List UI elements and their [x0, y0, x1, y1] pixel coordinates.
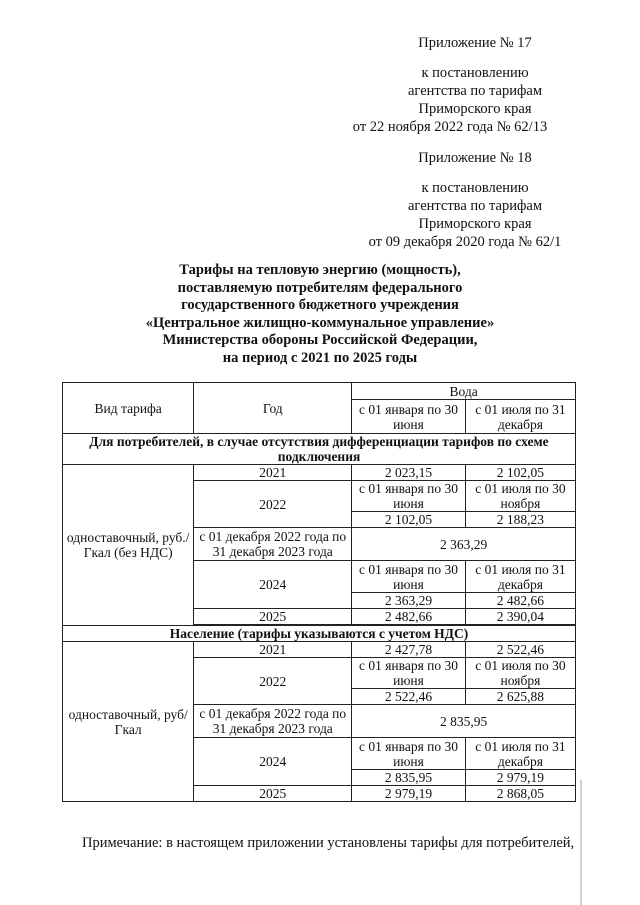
footnote: Примечание: в настоящем приложении установлены тарифы для потребителей, [82, 835, 575, 851]
header-water: Вода [352, 383, 576, 400]
table-row [63, 465, 576, 481]
period-cell: с 01 июля по 31 декабря [465, 561, 575, 593]
appendix-date-line: от 22 ноября 2022 года № 62/13 [352, 119, 548, 135]
title-line: «Центральное жилищно-коммунальное управление» [145, 314, 495, 331]
title-line: Тарифы на тепловую энергию (мощность), [179, 262, 461, 278]
value-cell: 2 522,46 [352, 689, 466, 705]
tariff-table [62, 382, 576, 802]
header-tariff-type: Вид тарифа [63, 383, 194, 434]
period-cell: с 01 июля по 31 декабря [465, 738, 575, 770]
value-cell: 2 188,23 [465, 512, 575, 528]
value-cell: 2 102,05 [352, 512, 466, 528]
value-cell: 2 625,88 [465, 689, 575, 705]
period-cell: с 01 января по 30 июня [352, 561, 466, 593]
year-cell: 2024 [194, 561, 352, 609]
appendix-line: агентства по тарифам [408, 83, 542, 99]
period-cell: с 01 января по 30 июня [352, 738, 466, 770]
appendix-date-line: от 09 декабря 2020 года № 62/1 [368, 234, 562, 250]
section-title-row [63, 626, 576, 642]
appendix-18-header [368, 149, 570, 251]
period-cell: с 01 декабря 2022 года по 31 декабря 2023 года [194, 528, 352, 561]
value-cell: 2 835,95 [352, 770, 466, 786]
year-cell: 2022 [194, 481, 352, 528]
appendix-line: Приморского края [418, 101, 532, 117]
value-cell: 2 979,19 [465, 770, 575, 786]
table-header-row [63, 383, 576, 400]
period-cell: с 01 июля по 30 ноября [465, 658, 575, 689]
year-cell: 2024 [194, 738, 352, 786]
appendix-line: к постановлению [421, 180, 529, 196]
tariff-type-cell: одноставочный, руб/Гкал [63, 642, 194, 802]
table-row [63, 642, 576, 658]
value-cell: 2 482,66 [465, 593, 575, 609]
appendix-line: к постановлению [421, 65, 529, 81]
year-cell: 2025 [194, 609, 352, 625]
value-cell: 2 868,05 [465, 786, 575, 802]
value-cell: 2 427,78 [352, 642, 466, 658]
title-line: поставляемую потребителям федерального [177, 279, 463, 296]
tariff-type-cell: одноставочный, руб./Гкал (без НДС) [63, 465, 194, 626]
value-cell: 2 363,29 [352, 528, 576, 561]
period-cell: с 01 июля по 30 ноября [465, 481, 575, 512]
section-title: Население (тарифы указываются с учетом НДС) [63, 626, 576, 642]
value-cell: 2 363,29 [352, 593, 466, 609]
year-cell: 2025 [194, 786, 352, 802]
appendix-17-header [352, 34, 570, 136]
title-line: Министерства обороны Российской Федерации, [162, 332, 478, 348]
section-title: Для потребителей, в случае отсутствия дифференциации тарифов по схеме подключения [63, 434, 576, 465]
title-line: на период с 2021 по 2025 годы [222, 349, 418, 366]
document-title [100, 262, 540, 367]
value-cell: 2 390,04 [465, 609, 575, 625]
value-cell: 2 023,15 [352, 465, 466, 481]
year-cell: 2021 [194, 642, 352, 658]
value-cell: 2 482,66 [352, 609, 466, 625]
section-title-row [63, 434, 576, 465]
year-cell: 2021 [194, 465, 352, 481]
appendix-line: агентства по тарифам [408, 198, 542, 214]
value-cell: 2 979,19 [352, 786, 466, 802]
period-cell: с 01 декабря 2022 года по 31 декабря 2023 года [194, 705, 352, 738]
value-cell: 2 835,95 [352, 705, 576, 738]
year-cell: 2022 [194, 658, 352, 705]
period-cell: с 01 января по 30 июня [352, 658, 466, 689]
header-period-2: с 01 июля по 31 декабря [465, 400, 575, 434]
value-cell: 2 102,05 [465, 465, 575, 481]
appendix-number: Приложение № 17 [418, 35, 532, 51]
appendix-line: Приморского края [418, 216, 532, 232]
header-year: Год [194, 383, 352, 434]
appendix-number: Приложение № 18 [418, 150, 532, 166]
value-cell: 2 522,46 [465, 642, 575, 658]
header-period-1: с 01 января по 30 июня [352, 400, 466, 434]
period-cell: с 01 января по 30 июня [352, 481, 466, 512]
title-line: государственного бюджетного учреждения [181, 297, 459, 313]
